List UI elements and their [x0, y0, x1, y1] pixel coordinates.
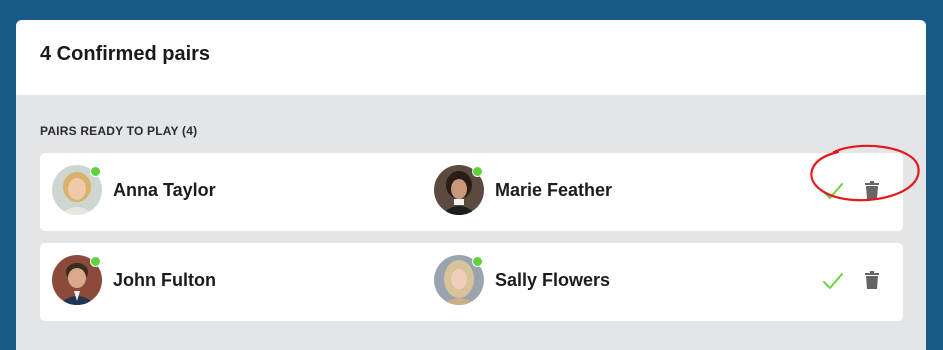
- player-name: Anna Taylor: [113, 179, 216, 200]
- player-left[interactable]: [52, 255, 216, 305]
- trash-icon[interactable]: [865, 271, 879, 289]
- player-name: Marie Feather: [495, 179, 613, 200]
- card-header: [16, 20, 926, 95]
- check-icon[interactable]: [822, 181, 844, 201]
- section-label-ready: PAIRS READY TO PLAY (4): [40, 124, 198, 138]
- player-left[interactable]: [52, 165, 216, 215]
- player-right[interactable]: [434, 255, 610, 305]
- trash-icon[interactable]: [865, 181, 879, 199]
- avatar-wrap: [52, 165, 102, 215]
- online-status-dot: [472, 166, 483, 177]
- avatar-wrap: [434, 255, 484, 305]
- pair-row: [40, 153, 903, 231]
- online-status-dot: [472, 256, 483, 267]
- player-right[interactable]: [434, 165, 612, 215]
- online-status-dot: [90, 256, 101, 267]
- check-icon[interactable]: [822, 271, 844, 291]
- player-name: Sally Flowers: [495, 269, 611, 290]
- online-status-dot: [90, 166, 101, 177]
- avatar-wrap: [52, 255, 102, 305]
- player-name: John Fulton: [113, 269, 216, 290]
- pair-row: [40, 243, 903, 321]
- confirmed-pairs-card: [16, 20, 926, 350]
- avatar-wrap: [434, 165, 484, 215]
- page-title: 4 Confirmed pairs: [40, 43, 211, 65]
